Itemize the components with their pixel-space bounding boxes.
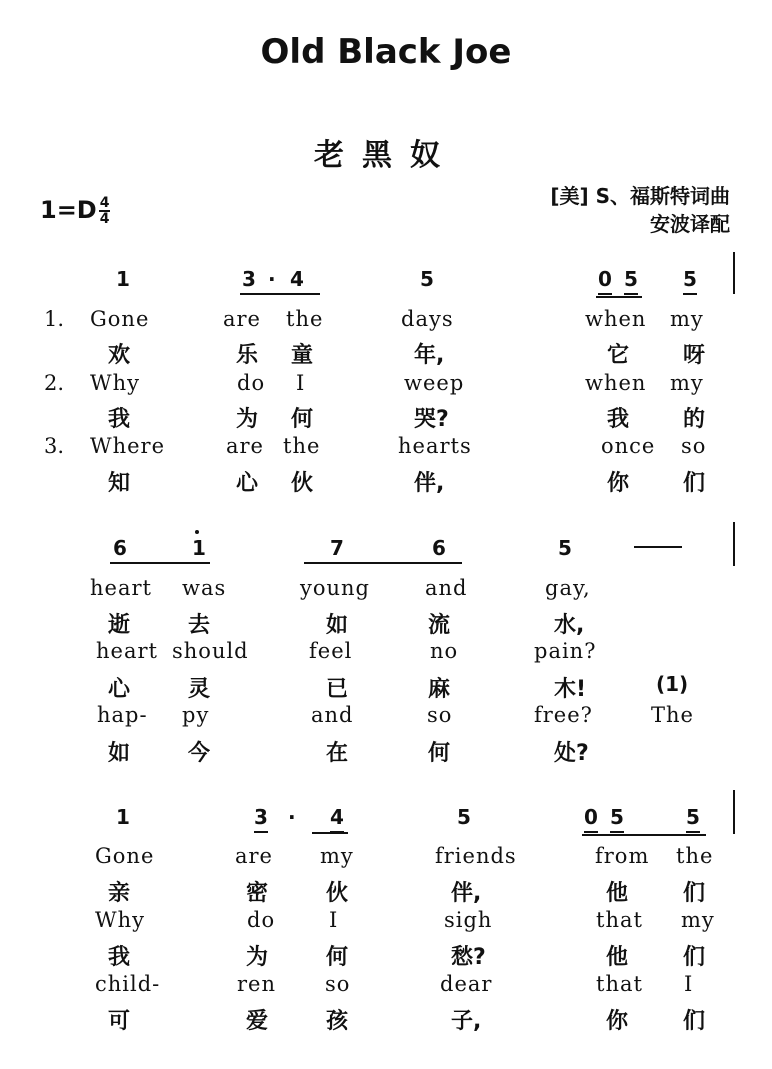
lyric-zh: 密	[246, 881, 269, 906]
note: 5	[610, 805, 624, 833]
lyric-zh: 为	[236, 407, 259, 432]
lyric-zh: 愁?	[451, 945, 486, 970]
time-top: 4	[99, 195, 110, 211]
lyric-zh: 今	[188, 741, 211, 766]
song-title: Old Black Joe	[260, 32, 512, 72]
lyric-zh: 伙	[326, 881, 349, 906]
note: 6	[432, 536, 446, 564]
beam-line	[110, 562, 210, 564]
lyric-zh: 爱	[246, 1009, 269, 1034]
time-bottom: 4	[99, 211, 110, 227]
note: 3	[254, 805, 268, 833]
lyric: pain?	[534, 639, 597, 663]
lyric-zh: 子,	[451, 1009, 482, 1034]
note: 4	[330, 805, 344, 833]
note: 5	[624, 267, 638, 295]
lyric-zh: 的	[683, 407, 706, 432]
lyric: days	[401, 307, 454, 331]
lyric: that	[596, 972, 643, 996]
note: 6	[113, 536, 127, 564]
note: 5	[558, 536, 572, 560]
lyric: Gone	[95, 844, 155, 868]
lyric: are	[223, 307, 261, 331]
lyric: so	[427, 703, 453, 727]
lyric-zh: 它	[607, 343, 630, 368]
lyric: sigh	[444, 908, 493, 932]
lyric: once	[601, 434, 656, 458]
lyric: do	[247, 908, 276, 932]
lyric-zh: 木!	[554, 677, 587, 702]
lyric-zh: 如	[326, 613, 349, 638]
high-octave-dot	[195, 530, 199, 534]
lyric-zh: 可	[108, 1009, 131, 1034]
lyric: young	[300, 576, 370, 600]
footnote-marker: (1)	[656, 672, 689, 696]
lyric-zh: 你	[606, 1009, 629, 1034]
note: 0	[598, 267, 612, 295]
time-signature	[99, 196, 111, 226]
lyric-zh: 流	[428, 613, 451, 638]
lyric-zh: 你	[607, 471, 630, 496]
lyric-zh: 处?	[554, 741, 589, 766]
note: 5	[420, 267, 434, 291]
note: 0	[584, 805, 598, 833]
credit-composer: [美] S、福斯特词曲	[550, 184, 730, 208]
lyric: friends	[435, 844, 517, 868]
chinese-title: 老黑奴	[314, 138, 458, 173]
lyric: child-	[95, 972, 161, 996]
lyric: my	[681, 908, 715, 932]
lyric: dear	[440, 972, 493, 996]
beam-line	[596, 296, 642, 298]
lyric: The	[651, 703, 694, 727]
lyric: I	[296, 371, 306, 395]
lyric: my	[670, 371, 704, 395]
lyric: my	[320, 844, 354, 868]
lyric: are	[226, 434, 264, 458]
lyric-zh: 伙	[291, 471, 314, 496]
lyric: Why	[95, 908, 145, 932]
note: 1	[192, 536, 206, 564]
verse-number: 3.	[44, 434, 65, 458]
lyric: Why	[90, 371, 140, 395]
barline	[733, 790, 735, 834]
lyric: should	[172, 639, 249, 663]
lyric-zh: 水,	[554, 613, 585, 638]
lyric: and	[311, 703, 354, 727]
note: 4	[290, 267, 304, 295]
note: 5	[686, 805, 700, 833]
credit-translator: 安波译配	[650, 212, 730, 236]
lyric-zh: 年,	[414, 343, 445, 368]
beam-line	[240, 293, 320, 295]
lyric-zh: 我	[108, 945, 131, 970]
lyric: hearts	[398, 434, 472, 458]
beam-line	[312, 832, 348, 834]
lyric-zh: 伴,	[451, 881, 482, 906]
lyric-zh: 心	[236, 471, 259, 496]
note: 1	[116, 267, 130, 291]
lyric: I	[329, 908, 339, 932]
lyric-zh: 如	[108, 741, 131, 766]
beam-line	[582, 834, 706, 836]
verse-number: 1.	[44, 307, 65, 331]
verse-number: 2.	[44, 371, 65, 395]
lyric-zh: 伴,	[414, 471, 445, 496]
lyric-zh: 们	[683, 881, 706, 906]
lyric: and	[425, 576, 468, 600]
lyric: Gone	[90, 307, 150, 331]
lyric-zh: 灵	[188, 677, 211, 702]
lyric: Where	[90, 434, 166, 458]
lyric-zh: 们	[683, 1009, 706, 1034]
barline	[733, 252, 735, 294]
lyric-zh: 乐	[236, 343, 259, 368]
lyric: from	[595, 844, 650, 868]
lyric: do	[237, 371, 266, 395]
note-dot: ·	[268, 267, 276, 291]
lyric-zh: 麻	[428, 677, 451, 702]
note-dot: ·	[288, 805, 296, 829]
lyric-zh: 们	[683, 945, 706, 970]
lyric-zh: 在	[326, 741, 349, 766]
lyric: I	[684, 972, 694, 996]
hold-dash	[634, 546, 682, 548]
lyric: hap-	[97, 703, 148, 727]
lyric: the	[283, 434, 321, 458]
lyric-zh: 逝	[108, 613, 131, 638]
lyric-zh: 欢	[108, 343, 131, 368]
lyric: are	[235, 844, 273, 868]
lyric: that	[596, 908, 643, 932]
key-label: 1=D	[40, 196, 97, 224]
lyric-zh: 为	[246, 945, 269, 970]
lyric-zh: 何	[326, 945, 349, 970]
lyric: no	[430, 639, 459, 663]
lyric-zh: 何	[291, 407, 314, 432]
note: 1	[116, 805, 130, 829]
lyric-zh: 呀	[683, 343, 706, 368]
note: 3	[242, 267, 256, 295]
lyric-zh: 他	[606, 881, 629, 906]
lyric: the	[286, 307, 324, 331]
note: 5	[683, 267, 697, 295]
lyric-zh: 他	[606, 945, 629, 970]
lyric-zh: 心	[108, 677, 131, 702]
lyric: weep	[404, 371, 465, 395]
barline	[733, 522, 735, 566]
lyric-zh: 童	[291, 343, 314, 368]
lyric-zh: 们	[683, 471, 706, 496]
lyric-zh: 我	[108, 407, 131, 432]
lyric-zh: 去	[188, 613, 211, 638]
lyric: ren	[237, 972, 276, 996]
lyric: feel	[309, 639, 353, 663]
note: 5	[457, 805, 471, 829]
key-signature	[40, 196, 110, 226]
lyric-zh: 亲	[108, 881, 131, 906]
lyric: my	[670, 307, 704, 331]
lyric-zh: 哭?	[414, 407, 449, 432]
lyric: free?	[534, 703, 593, 727]
lyric: heart	[90, 576, 152, 600]
lyric: heart	[96, 639, 158, 663]
lyric-zh: 已	[326, 677, 349, 702]
lyric: the	[676, 844, 714, 868]
lyric-zh: 何	[428, 741, 451, 766]
lyric: when	[585, 371, 647, 395]
lyric: was	[182, 576, 227, 600]
lyric: when	[585, 307, 647, 331]
lyric: py	[182, 703, 210, 727]
note: 7	[330, 536, 344, 564]
lyric-zh: 知	[108, 471, 131, 496]
lyric: so	[681, 434, 707, 458]
lyric: gay,	[545, 576, 591, 600]
lyric-zh: 孩	[326, 1009, 349, 1034]
beam-line	[304, 562, 462, 564]
lyric-zh: 我	[607, 407, 630, 432]
lyric: so	[325, 972, 351, 996]
